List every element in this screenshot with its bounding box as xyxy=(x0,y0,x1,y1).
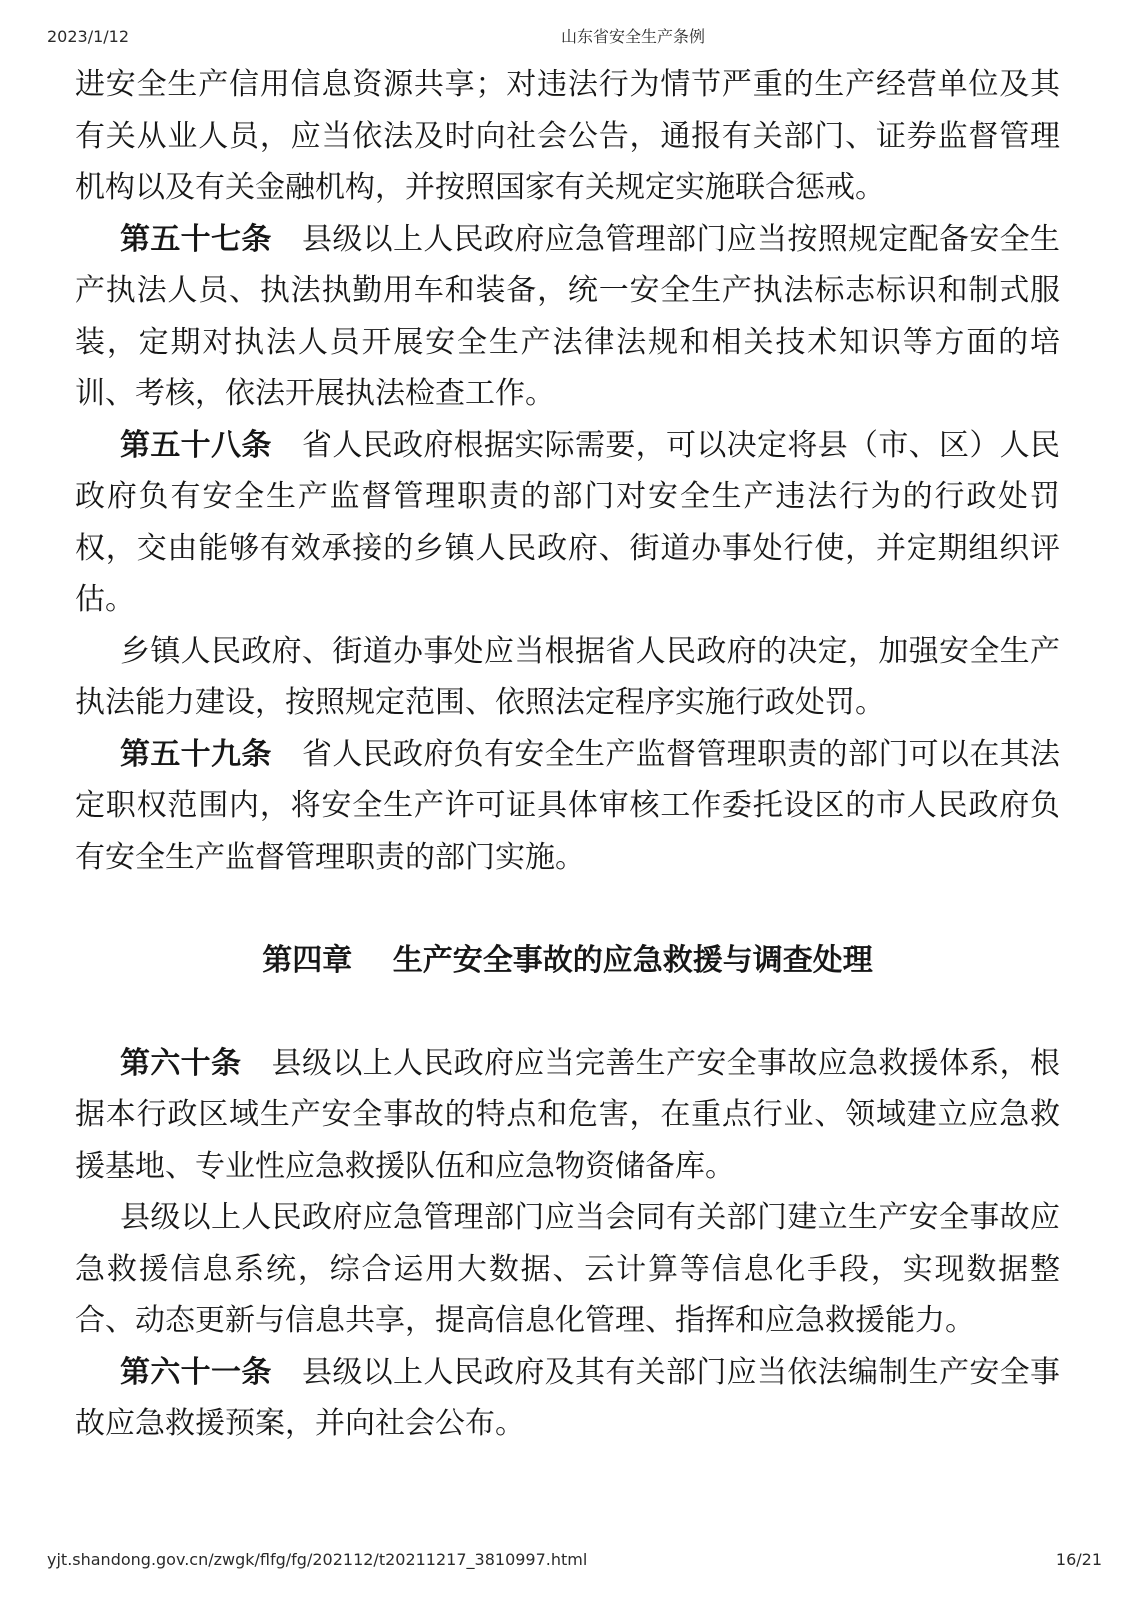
paragraph xyxy=(75,214,1060,420)
text-line: 故应急救援预案，并向社会公布。 xyxy=(75,1406,525,1441)
text-line: 有安全生产监督管理职责的部门实施。 xyxy=(75,839,585,875)
text-line: 执法能力建设，按照规定范围、依照法定程序实施行政处罚。 xyxy=(75,685,885,720)
text-line: 有关从业人员，应当依法及时向社会公告，通报有关部门、证券监督管理 xyxy=(75,118,1060,154)
text-line: 定职权范围内，将安全生产许可证具体审核工作委托设区的市人民政府负 xyxy=(75,788,1060,823)
text-line: 产执法人员、执法执勤用车和装备，统一安全生产执法标志标识和制式服 xyxy=(75,273,1060,308)
article-number: 第五十九条 xyxy=(120,736,272,772)
text-line: 县级以上人民政府应急管理部门应当会同有关部门建立生产安全事故应 xyxy=(120,1200,1060,1235)
paragraph xyxy=(75,420,1060,626)
print-footer-url: yjt.shandong.gov.cn/zwgk/flfg/fg/202112/t20211217_3810997.html xyxy=(47,1550,588,1569)
paragraph xyxy=(75,59,1060,214)
text-line: 第五十八条 省人民政府根据实际需要，可以决定将县（市、区）人民 xyxy=(120,427,1061,463)
text-line: 援基地、专业性应急救援队伍和应急物资储备库。 xyxy=(75,1148,735,1184)
text-line: 第六十一条 县级以上人民政府及其有关部门应当依法编制生产安全事 xyxy=(120,1354,1061,1390)
text-line: 政府负有安全生产监督管理职责的部门对安全生产违法行为的行政处罚 xyxy=(75,479,1060,514)
text-line: 进安全生产信用信息资源共享；对违法行为情节严重的生产经营单位及其 xyxy=(75,67,1060,102)
article-number: 第六十一条 xyxy=(120,1354,272,1390)
print-header-document-title: 山东省安全生产条例 xyxy=(560,27,706,46)
text-line: 机构以及有关金融机构，并按照国家有关规定实施联合惩戒。 xyxy=(75,170,885,205)
text-line: 第五十九条 省人民政府负有安全生产监督管理职责的部门可以在其法 xyxy=(120,736,1061,772)
chapter-heading: 第四章 生产安全事故的应急救援与调查处理 xyxy=(262,942,873,978)
text-line: 权，交由能够有效承接的乡镇人民政府、街道办事处行使，并定期组织评 xyxy=(75,530,1060,566)
article-number: 第五十八条 xyxy=(120,427,272,463)
paragraph xyxy=(75,626,1060,729)
document-body xyxy=(75,59,1060,1450)
print-header-date: 2023/1/12 xyxy=(47,27,130,46)
text-line: 估。 xyxy=(75,582,135,617)
text-line: 急救援信息系统，综合运用大数据、云计算等信息化手段，实现数据整 xyxy=(75,1251,1060,1287)
paragraph xyxy=(75,1038,1060,1193)
text-line: 据本行政区域生产安全事故的特点和危害，在重点行业、领域建立应急救 xyxy=(75,1097,1060,1132)
text-line: 乡镇人民政府、街道办事处应当根据省人民政府的决定，加强安全生产 xyxy=(120,633,1060,669)
text-line: 合、动态更新与信息共享，提高信息化管理、指挥和应急救援能力。 xyxy=(75,1303,975,1338)
paragraph xyxy=(75,729,1060,884)
paragraph xyxy=(75,1347,1060,1450)
article-number: 第五十七条 xyxy=(120,221,272,257)
text-line: 训、考核，依法开展执法检查工作。 xyxy=(75,376,555,411)
print-footer-page-number: 16/21 xyxy=(1055,1550,1102,1569)
text-line: 装，定期对执法人员开展安全生产法律法规和相关技术知识等方面的培 xyxy=(75,324,1060,360)
text-line: 第五十七条 县级以上人民政府应急管理部门应当按照规定配备安全生 xyxy=(120,221,1061,257)
article-number: 第六十条 xyxy=(120,1045,242,1081)
paragraph xyxy=(75,1192,1060,1347)
text-line: 第六十条 县级以上人民政府应当完善生产安全事故应急救援体系，根 xyxy=(120,1045,1061,1081)
